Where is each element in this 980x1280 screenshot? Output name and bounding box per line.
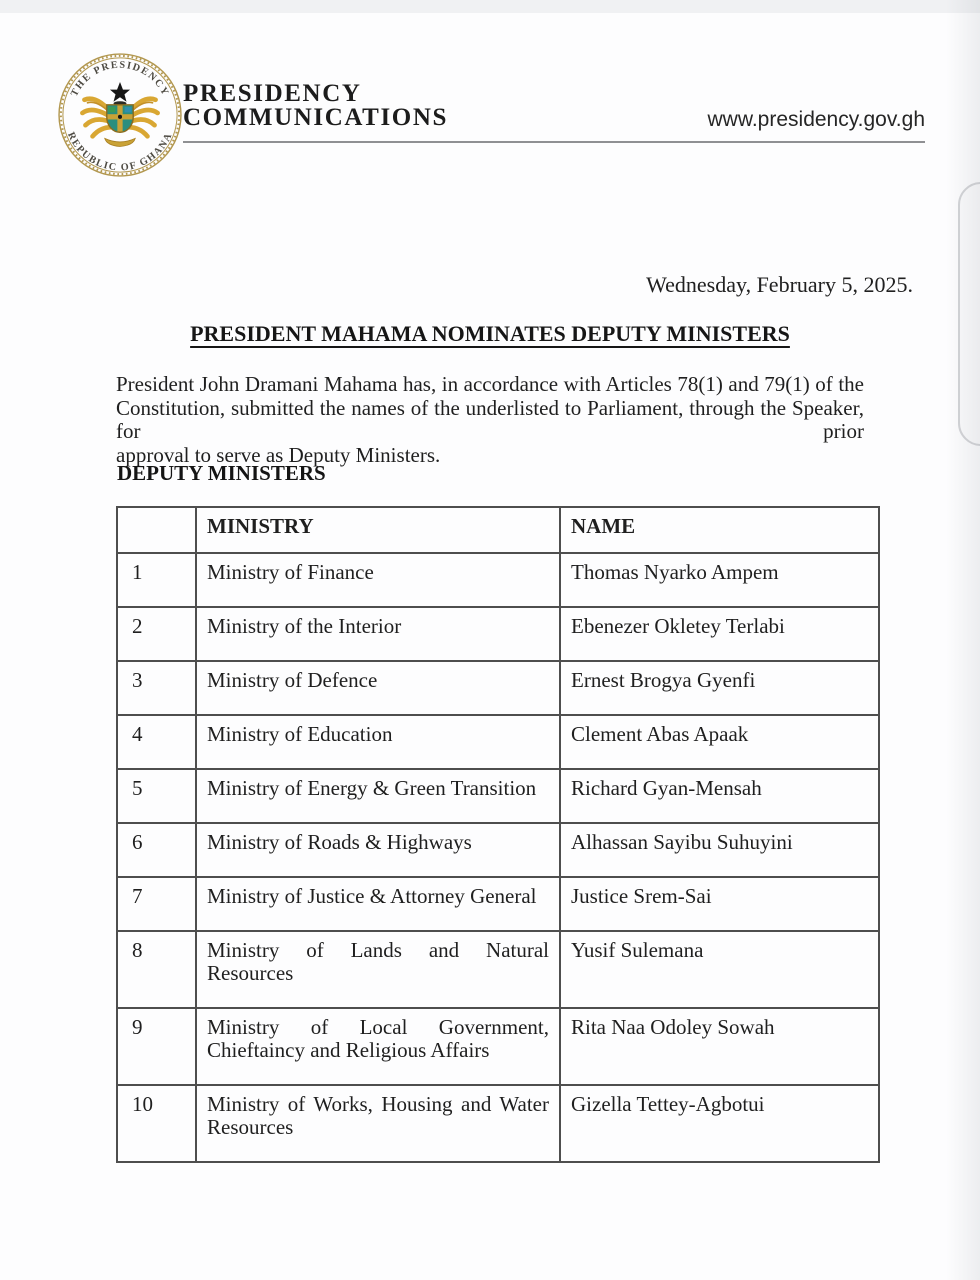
ministry-cell: Ministry of Local Government, Chieftaincy and Religious Affairs — [196, 1008, 560, 1085]
org-name — [183, 82, 448, 130]
name-column-header: NAME — [560, 507, 879, 553]
ministers-table — [116, 506, 880, 1163]
website-url: www.presidency.gov.gh — [707, 108, 925, 131]
table-row — [117, 1008, 879, 1085]
table-header-row — [117, 507, 879, 553]
table-row — [117, 661, 879, 715]
row-number-cell: 2 — [117, 607, 196, 661]
table-row — [117, 715, 879, 769]
table-row — [117, 931, 879, 1008]
top-strip — [0, 0, 980, 13]
row-number-cell: 10 — [117, 1085, 196, 1162]
ministry-column-header: MINISTRY — [196, 507, 560, 553]
ministry-cell: Ministry of the Interior — [196, 607, 560, 661]
table-row — [117, 607, 879, 661]
paragraph-line: approval to serve as Deputy Ministers. — [116, 442, 441, 467]
paragraph-line: Constitution, submitted the names of the underlisted to Parliament, through the Speaker, for prior — [116, 395, 864, 443]
ministry-cell: Ministry of Finance — [196, 553, 560, 607]
row-number-cell: 9 — [117, 1008, 196, 1085]
document-date: Wednesday, February 5, 2025. — [646, 272, 913, 297]
table-row — [117, 823, 879, 877]
shield-center-star — [118, 115, 122, 119]
ministry-cell: Ministry of Education — [196, 715, 560, 769]
row-number-cell: 8 — [117, 931, 196, 1008]
ministry-cell: Ministry of Roads & Highways — [196, 823, 560, 877]
row-number-cell: 7 — [117, 877, 196, 931]
table-row — [117, 1085, 879, 1162]
coat-of-arms — [82, 82, 157, 147]
row-number-cell: 4 — [117, 715, 196, 769]
name-cell: Richard Gyan-Mensah — [560, 769, 879, 823]
name-cell: Justice Srem-Sai — [560, 877, 879, 931]
seal-bottom-text: REPUBLIC OF GHANA — [65, 130, 175, 174]
banner-scroll-icon — [105, 138, 135, 146]
viewer-scrollbar-thumb[interactable] — [958, 182, 980, 446]
ministry-cell: Ministry of Defence — [196, 661, 560, 715]
name-cell: Ernest Brogya Gyenfi — [560, 661, 879, 715]
table-row — [117, 553, 879, 607]
header-divider — [183, 141, 925, 143]
seal-top-text: THE PRESIDENCY — [69, 59, 172, 99]
number-column-header — [117, 507, 196, 553]
ministry-cell: Ministry of Justice & Attorney General — [196, 877, 560, 931]
document-title: PRESIDENT MAHAMA NOMINATES DEPUTY MINISTERS — [190, 321, 790, 346]
row-number-cell: 6 — [117, 823, 196, 877]
ghana-presidency-seal-icon — [57, 52, 183, 178]
table-row — [117, 877, 879, 931]
name-cell: Gizella Tettey-Agbotui — [560, 1085, 879, 1162]
ministry-cell: Ministry of Energy & Green Transition — [196, 769, 560, 823]
paragraph-line: President John Dramani Mahama has, in accordance with Articles 78(1) and 79(1) of the — [116, 372, 864, 396]
row-number-cell: 1 — [117, 553, 196, 607]
row-number-cell: 5 — [117, 769, 196, 823]
org-name-line1: PRESIDENCY — [183, 80, 362, 107]
name-cell: Rita Naa Odoley Sowah — [560, 1008, 879, 1085]
ministry-cell: Ministry of Lands and Natural Resources — [196, 931, 560, 1008]
name-cell: Yusif Sulemana — [560, 931, 879, 1008]
row-number-cell: 3 — [117, 661, 196, 715]
table-row — [117, 769, 879, 823]
black-star-icon — [110, 82, 130, 102]
ministers-table-wrap — [116, 506, 880, 1163]
section-heading: DEPUTY MINISTERS — [117, 461, 326, 485]
name-cell: Clement Abas Apaak — [560, 715, 879, 769]
org-name-line2: COMMUNICATIONS — [183, 104, 448, 131]
name-cell: Alhassan Sayibu Suhuyini — [560, 823, 879, 877]
name-cell: Thomas Nyarko Ampem — [560, 553, 879, 607]
ministry-cell: Ministry of Works, Housing and Water Resources — [196, 1085, 560, 1162]
intro-paragraph — [116, 373, 864, 467]
name-cell: Ebenezer Okletey Terlabi — [560, 607, 879, 661]
